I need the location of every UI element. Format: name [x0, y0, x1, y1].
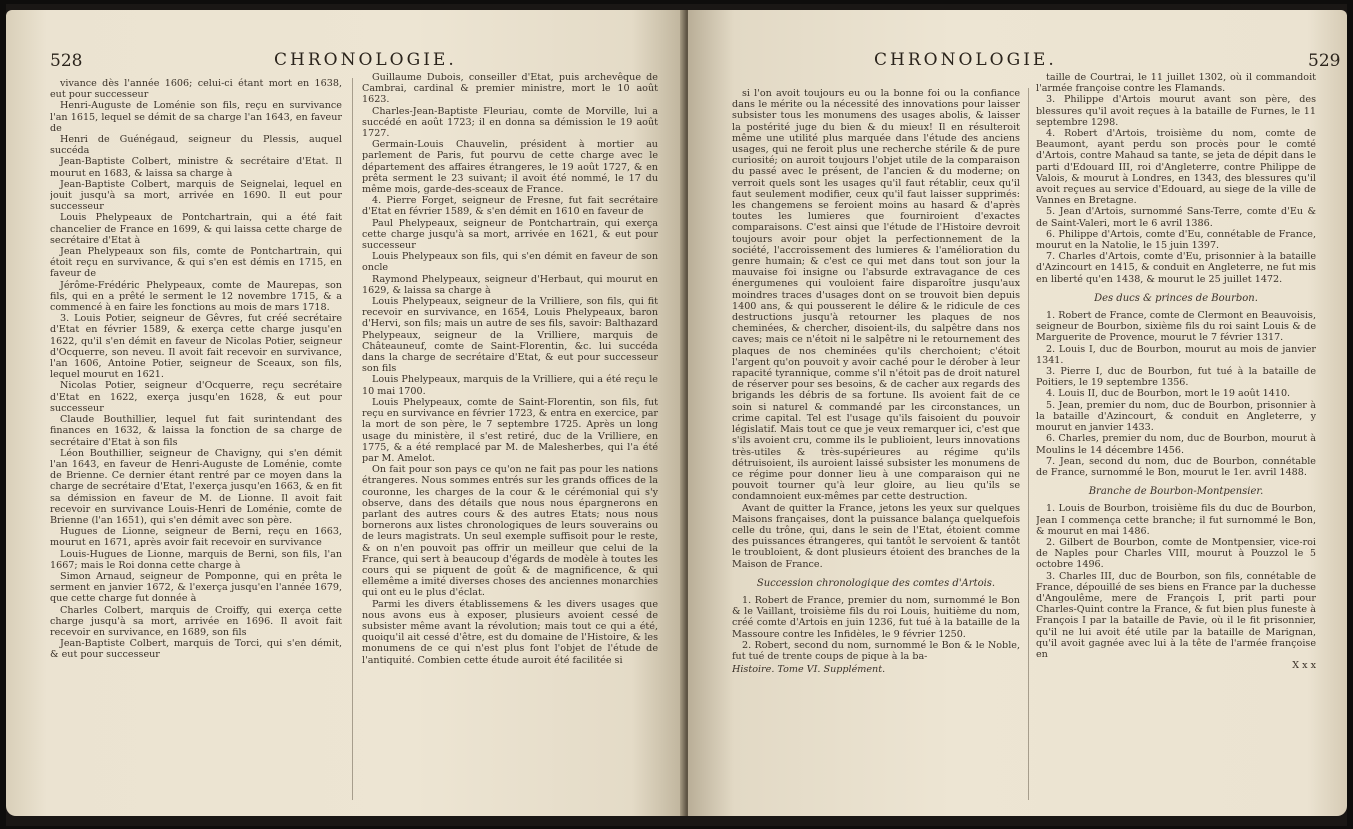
right-column-1	[732, 88, 1020, 810]
section-title: Des ducs & princes de Bourbon.	[1094, 292, 1258, 304]
right-page	[688, 10, 1347, 816]
left-column-1	[50, 78, 342, 808]
paragraph: Louis Phelypeaux de Pontchartrain, qui a été fait chancelier de France en 1699, & qui laissa cette charge de secrétaire d'Etat à	[50, 212, 342, 246]
paragraph: Louis Phelypeaux, comte de Saint-Florentin, son fils, fut reçu en survivance en février 1723, & entra en exercice, par la mort de son père, le 7 septembre 1725. Après un long usage du ministère, il s'est retiré, duc de la Vrilliere, en 1775, & a été remplacé par M. de Malesherbes, qui l'a été par M. Amelot.	[362, 396, 658, 464]
open-book	[6, 4, 1347, 826]
left-column-2	[362, 72, 658, 808]
paragraph: Nicolas Potier, seigneur d'Ocquerre, reçu secrétaire d'Etat en 1622, exerça jusqu'en 1628, & eut pour successeur	[50, 380, 342, 414]
paragraph: 1. Louis de Bourbon, troisième fils du duc de Bourbon, Jean I commença cette branche; il fut surnommé le Bon, & mourut en mai 1486.	[1036, 503, 1316, 537]
paragraph: Jérôme-Frédéric Phelypeaux, comte de Maurepas, son fils, qui en a prêté le serment le 12 novembre 1715, & a commencé à en faire les fonctions au mois de mars 1718.	[50, 279, 342, 314]
paragraph: 2. Louis I, duc de Bourbon, mourut au mois de janvier 1341.	[1036, 343, 1316, 366]
paragraph: Louis Phelypeaux son fils, qui s'en démit en faveur de son oncle	[362, 251, 658, 274]
paragraph: Parmi les divers établissemens & les divers usages que nous avons eus à exposer, plusieurs avoient cessé de subsister même avant la révolution; mais tout ce qui a été, quoiqu'il ait cessé d'être, est du domaine de l'Histoire, & les monumens de ce qui n'est plus font l'objet de l'étude de l'antiquité. Combien cette étude auroit été facilitée si	[362, 598, 658, 666]
footer-note: Histoire. Tome VI. Supplément.	[732, 664, 886, 676]
paragraph: 6. Philippe d'Artois, comte d'Eu, connétable de France, mourut en la Natolie, le 15 juin 1397.	[1036, 228, 1316, 252]
paragraph: 7. Jean, second du nom, duc de Bourbon, connétable de France, surnommé le Bon, mourut le 1er. avril 1488.	[1036, 455, 1316, 478]
section-title: Branche de Bourbon-Montpensier.	[1088, 486, 1264, 498]
left-page	[6, 10, 686, 816]
column-rule	[1028, 88, 1029, 800]
left-page-number: 528	[50, 51, 83, 71]
paragraph: Hugues de Lionne, seigneur de Berni, reçu en 1663, mourut en 1671, après avoir fait recevoir en survivance	[50, 526, 342, 549]
paragraph: Henri-Auguste de Loménie son fils, reçu en survivance l'an 1615, lequel se démit de sa charge l'an 1643, en faveur de	[50, 100, 342, 134]
paragraph: 1. Robert de France, premier du nom, surnommé le Bon & le Vaillant, troisième fils du roi Louis, huitième du nom, créé comte d'Artois en juin 1236, fut tué à la bataille de la Massoure contre les Infidèles, le 9 février 1250.	[732, 594, 1020, 640]
paragraph: 5. Jean d'Artois, surnommé Sans-Terre, comte d'Eu & de Saint-Valeri, mort le 6 avril 1386.	[1036, 206, 1316, 229]
paragraph: Simon Arnaud, seigneur de Pomponne, qui en prêta le serment en janvier 1672, & l'exerça jusqu'en l'année 1679, que cette charge fut donnée à	[50, 570, 342, 605]
paragraph: Jean-Baptiste Colbert, ministre & secrétaire d'Etat. Il mourut en 1683, & laissa sa charge à	[50, 156, 342, 179]
paragraph: 3. Philippe d'Artois mourut avant son père, des blessures qu'il avoit reçues à la bataille de Furnes, le 11 septembre 1298.	[1036, 94, 1316, 128]
right-column-2	[1036, 72, 1316, 810]
paragraph: Guillaume Dubois, conseiller d'Etat, puis archevêque de Cambrai, cardinal & premier ministre, mort le 10 août 1623.	[362, 72, 658, 106]
paragraph: 5. Jean, premier du nom, duc de Bourbon, prisonnier à la bataille d'Azincourt, & conduit en Angleterre, y mourut en janvier 1433.	[1036, 399, 1316, 434]
paragraph: Germain-Louis Chauvelin, président à mortier au parlement de Paris, fut pourvu de cette charge avec le département des affaires étrangeres, le 19 août 1727, & en prêta serment le 23 suivant; il avoit été nommé, le 17 du même mois, garde-des-sceaux de France.	[362, 139, 658, 196]
paragraph: 1. Robert de France, comte de Clermont en Beauvoisis, seigneur de Bourbon, sixième fils du roi saint Louis & de Marguerite de Provence, mourut le 7 février 1317.	[1036, 310, 1316, 344]
paragraph: Charles Colbert, marquis de Croiffy, qui exerça cette charge jusqu'à sa mort, arrivée en 1696. Il avoit fait recevoir en survivance, en 1689, son fils	[50, 604, 342, 638]
paragraph: Louis Phelypeaux, seigneur de la Vrilliere, son fils, qui fit recevoir en survivance, en 1654, Louis Phelypeaux, baron d'Hervi, son fils; mais un autre de ses fils, savoir: Balthazard Phelypeaux, seigneur de la Vrilliere, marquis de Châteauneuf, comte de Saint-Florentin, &c. lui succéda dans la charge de secrétaire d'Etat, & eut pour successeur son fils	[362, 296, 658, 375]
paragraph: Claude Bouthillier, lequel fut fait surintendant des finances en 1632, & laissa la fonction de sa charge de secrétaire d'Etat à son fils	[50, 414, 342, 448]
paragraph: Jean-Baptiste Colbert, marquis de Seignelai, lequel en jouit jusqu'à sa mort, arrivée en 1690. Il eut pour successeur	[50, 178, 342, 213]
paragraph: 4. Louis II, duc de Bourbon, mort le 19 août 1410.	[1046, 388, 1291, 400]
paragraph: Jean-Baptiste Colbert, marquis de Torci, qui s'en démit, & eut pour successeur	[50, 638, 342, 661]
section-title: Succession chronologique des comtes d'Artois.	[756, 577, 996, 589]
paragraph: Charles-Jean-Baptiste Fleuriau, comte de Morville, lui a succédé en août 1723; il en donna sa démission le 19 août 1727.	[362, 105, 658, 140]
paragraph: 2. Gilbert de Bourbon, comte de Montpensier, vice-roi de Naples pour Charles VIII, mourut à Pouzzol le 5 octobre 1496.	[1036, 536, 1316, 571]
right-running-head: CHRONOLOGIE.	[874, 50, 1057, 70]
paragraph: 3. Pierre I, duc de Bourbon, fut tué à la bataille de Poitiers, le 19 septembre 1356.	[1036, 366, 1316, 389]
paragraph: 4. Robert d'Artois, troisième du nom, comte de Beaumont, ayant perdu son procès pour le comté d'Artois, contre Mahaud sa tante, se jeta de dépit dans le parti d'Edouard III, roi d'Angleterre, contre Philippe de Valois, & mourut à Londres, en 1343, des blessures qu'il avoit reçues au service d'Edouard, au siege de la ville de Vannes en Bretagne.	[1036, 128, 1316, 207]
paragraph: Louis-Hugues de Lionne, marquis de Berni, son fils, l'an 1667; mais le Roi donna cette charge à	[50, 548, 342, 571]
signature-mark: X x x	[1292, 660, 1316, 672]
paragraph: 7. Charles d'Artois, comte d'Eu, prisonnier à la bataille d'Azincourt en 1415, & conduit en Angleterre, ne fut mis en liberté qu'en 1438, & mourut le 25 juillet 1472.	[1036, 251, 1316, 285]
paragraph: Paul Phelypeaux, seigneur de Pontchartrain, qui exerça cette charge jusqu'à sa mort, arrivée en 1621, & eut pour successeur	[362, 217, 658, 252]
paragraph: 6. Charles, premier du nom, duc de Bourbon, mourut à Moulins le 14 décembre 1456.	[1036, 433, 1316, 456]
paragraph: Raymond Phelypeaux, seigneur d'Herbaut, qui mourut en 1629, & laissa sa charge à	[362, 273, 658, 296]
right-page-number: 529	[1308, 51, 1341, 71]
paragraph: On fait pour son pays ce qu'on ne fait pas pour les nations étrangeres. Nous sommes entrés sur les grands offices de la couronne, les charges de la cour & le cérémonial qui s'y observe, dans des détails que nous nous épargnerons en parlant des autres cours & des autres Etats; nous nous bornerons aux listes chronologiques de leurs souverains ou de leurs magistrats. Un seul exemple suffisoit pour le reste, & on n'en pouvoit pas offrir un meilleur que celui de la France, qui sert à beaucoup d'égards de modèle à toutes les cours qui se piquent de goût & de magnificence, & qui ellemême a imité diverses choses des anciennes monarchies qui ont eu le plus d'éclat.	[362, 464, 658, 599]
paragraph: 3. Charles III, duc de Bourbon, son fils, connétable de France, dépouillé de ses biens en France par la duchesse d'Angoulême, mere de François I, prit parti pour Charles-Quint contre la France, & fut bien plus funeste à François I par la bataille de Pavie, où il le fit prisonnier, qu'il ne lui avoit été utile par la bataille de Marignan, qu'il avoit gagnée avec lui à la tête de l'armée françoise en	[1036, 570, 1316, 660]
paragraph: 2. Robert, second du nom, surnommé le Bon & le Noble, fut tué de trente coups de pique à la ba-	[732, 639, 1020, 662]
paragraph: 3. Louis Potier, seigneur de Gêvres, fut créé secrétaire d'Etat en février 1589, & exerça cette charge jusqu'en 1622, qu'il s'en démit en faveur de Nicolas Potier, seigneur d'Ocquerre, son neveu. Il avoit fait recevoir en survivance, l'an 1606, Antoine Potier, seigneur de Sceaux, son fils, lequel mourut en 1621.	[50, 313, 342, 381]
paragraph: Henri de Guénégaud, seigneur du Plessis, auquel succéda	[50, 134, 342, 157]
paragraph: 4. Pierre Forget, seigneur de Fresne, fut fait secrétaire d'Etat en février 1589, & s'en démit en 1610 en faveur de	[362, 195, 658, 218]
left-running-head: CHRONOLOGIE.	[274, 50, 457, 70]
paragraph: Jean Phelypeaux son fils, comte de Pontchartrain, qui étoit reçu en survivance, & qui s'en est démis en 1715, en faveur de	[50, 246, 342, 280]
paragraph: vivance dès l'année 1606; celui-ci étant mort en 1638, eut pour successeur	[50, 78, 342, 101]
paragraph: Avant de quitter la France, jetons les yeux sur quelques Maisons françaises, dont la puissance balança quelquefois celle du trône, qui, dans le sein de l'Etat, étoient comme des puissances étrangeres, qui tantôt le servoient & tantôt le troubloient, & dont plusieurs étoient des branches de la Maison de France.	[732, 502, 1020, 570]
paragraph: si l'on avoit toujours eu ou la bonne foi ou la confiance dans le mérite ou la nécessité des innovations pour laisser subsister tous les monumens des usages abolis, & laisser la postérité juge du bien & du mieux! Il en résulteroit même une utilité plus marquée dans l'étude des anciens usages, qui ne feroit plus une recherche stérile & de pure curiosité; on auroit toujours l'objet utile de la comparaison du passé avec le présent, de l'ancien & du moderne; on verroit quels sont les usages qu'il faut rétablir, ceux qu'il faut seulement modifier, ceux qu'il faut laisser supprimés: les changemens se feroient moins au hasard & d'après toutes les lumieres que fourniroient d'exactes comparaisons. C'est ainsi que l'étude de l'Histoire devroit toujours avoir pour objet la perfectionnement de la société, l'accroissement des lumieres & l'amélioration du genre humain; & c'est ce qui met dans tout son jour la mauvaise foi insigne ou l'absurde extravagance de ces énergumenes qui vouloient faire disparoître jusqu'aux moindres traces d'usages dont on se trouvoit bien depuis 1400 ans, & qui pousserent le délire & le ridicule de ces destructions jusqu'à retourner les plaques de nos cheminées, & chercher, disoient-ils, du salpêtre dans nos caves; mais ce n'étoit ni le salpêtre ni le retournement des plaques de nos cheminées qu'ils cherchoient; c'étoit l'argent qu'on pouvoit y avoir caché pour le dérober à leur rapacité tyrannique, comme s'il n'étoit pas de droit naturel de réserver pour ses besoins, & de cacher aux regards des brigands les débris de sa fortune. Ils avoient fait de ce soin si naturel & commandé par les circonstances, un crime capital. Tel est l'usage qu'ils faisoient du pouvoir législatif. Mais tout ce que je veux remarquer ici, c'est que s'ils avoient cru, comme ils le publioient, leurs innovations très-utiles & très-supérieures au régime qu'ils détruisoient, ils auroient laissé subsister les monumens de ce régime pour donner lieu à une comparaison qui ne pouvoit tourner qu'à leur gloire, au lieu qu'ils se condamnoient eux-mêmes par cette destruction.	[732, 88, 1020, 503]
paragraph: Louis Phelypeaux, marquis de la Vrilliere, qui a été reçu le 10 mai 1700.	[362, 374, 658, 397]
paragraph: Léon Bouthillier, seigneur de Chavigny, qui s'en démit l'an 1643, en faveur de Henri-Auguste de Loménie, comte de Brienne. Ce dernier étant rentré par ce moyen dans la charge de secrétaire d'Etat, l'exerça jusqu'en 1663, & en fit sa démission en faveur de M. de Lionne. Il avoit fait recevoir en survivance Louis-Henri de Loménie, comte de Brienne (l'an 1651), qui s'en démit avec son père.	[50, 447, 342, 526]
column-rule	[352, 78, 353, 800]
paragraph: taille de Courtrai, le 11 juillet 1302, où il commandoit l'armée françoise contre les Flamands.	[1036, 72, 1316, 95]
